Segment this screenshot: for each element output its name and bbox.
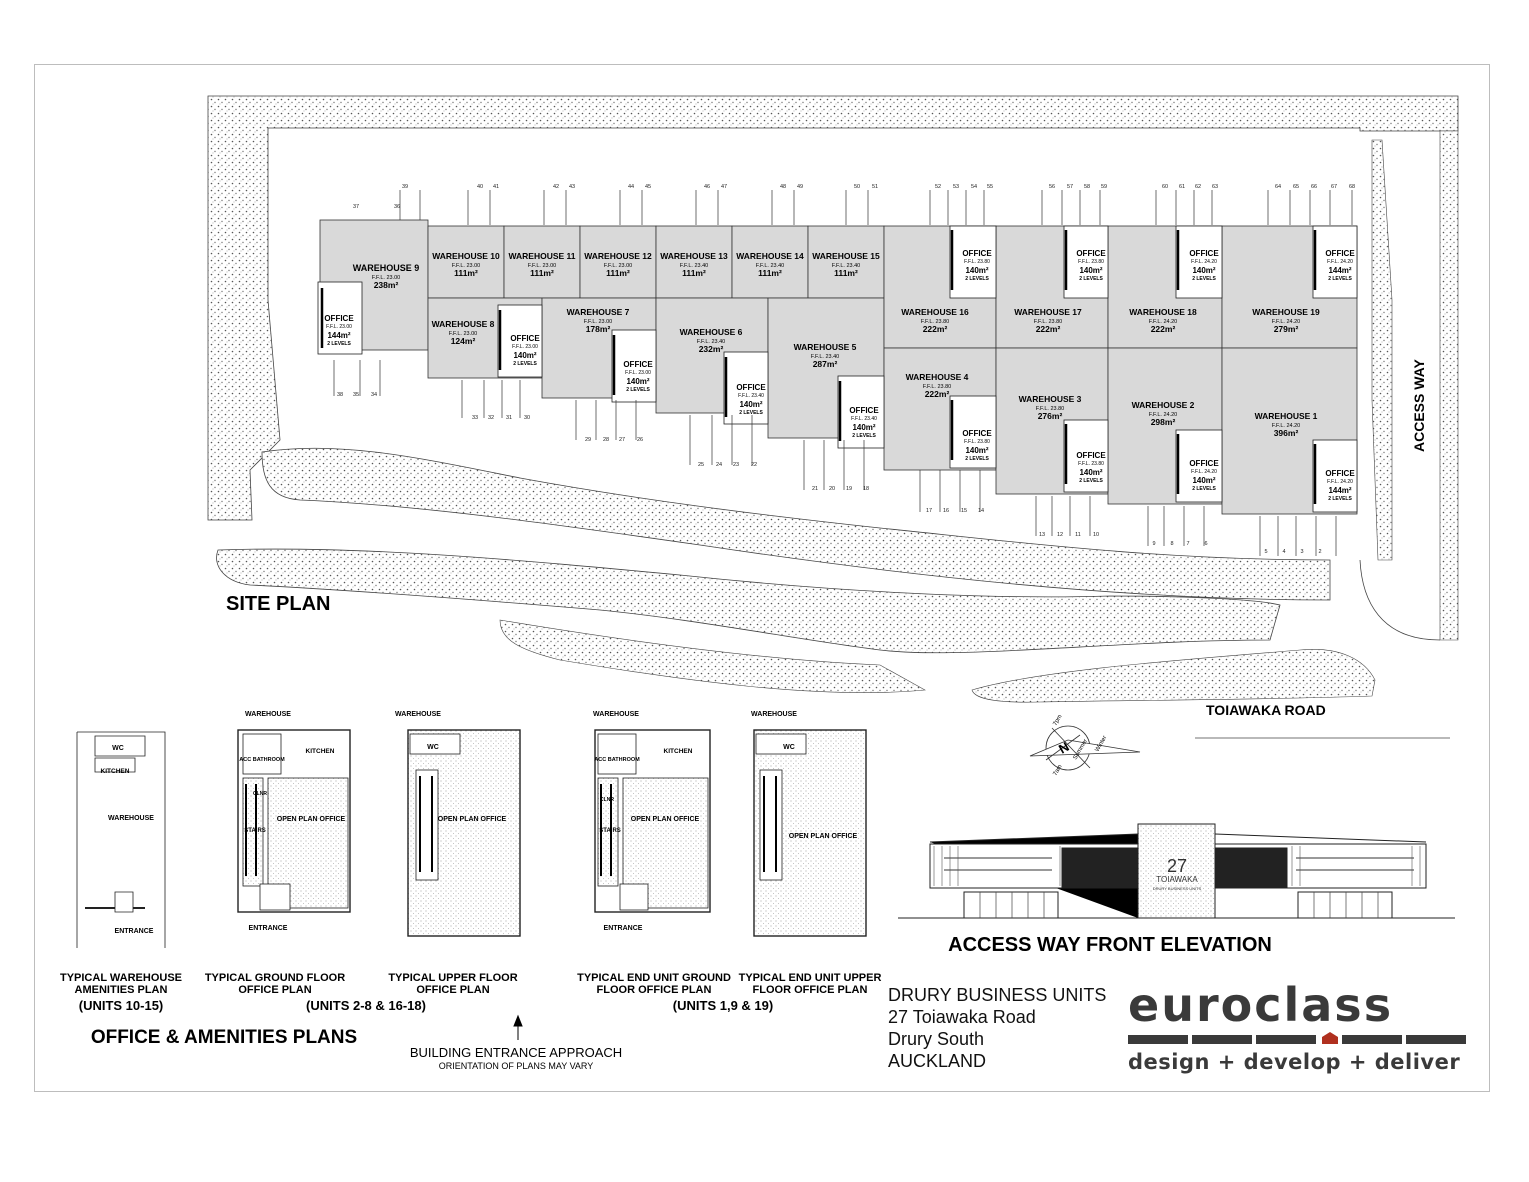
site-plan-title: SITE PLAN [226,593,331,615]
parking-number: 46 [703,184,711,190]
office-area: 140m² [1079,266,1103,275]
elevation-title: ACCESS WAY FRONT ELEVATION [948,934,1272,956]
caption-line: TYPICAL END UNIT GROUND [577,972,731,984]
parking-number: 43 [568,184,576,190]
warehouse-area: 396m² [1273,428,1299,438]
parking-number: 67 [1330,184,1338,190]
warehouse-area: 287m² [812,359,838,369]
office-name: OFFICE [962,429,992,438]
room-open-plan: OPEN PLAN OFFICE [630,816,700,823]
caption-line: FLOOR OFFICE PLAN [596,984,712,996]
office-fpl: F.F.L. 23.00 [326,324,352,330]
warehouse-name: WAREHOUSE 3 [1018,394,1082,404]
warehouse-area: 111m² [834,268,858,278]
office-levels: 2 LEVELS [513,361,537,367]
warehouse-fpl: F.F.L. 23.80 [922,384,952,390]
parking-number: 41 [492,184,500,190]
logo-bar [1128,1032,1468,1044]
office-levels: 2 LEVELS [852,433,876,439]
parking-number: 18 [862,486,870,492]
amenities-plans [77,730,866,948]
parking-number: 31 [505,415,513,421]
parking-number: 2 [1318,549,1322,555]
parking-number: 52 [934,184,942,190]
logo-wordmark: euroclass [1128,978,1394,1032]
parking-number: 17 [925,508,933,514]
office-name: OFFICE [736,383,766,392]
office-levels: 2 LEVELS [1328,496,1352,502]
warehouse-fpl: F.F.L. 23.80 [920,319,950,325]
office-fpl: F.F.L. 24.20 [1191,469,1217,475]
warehouse-fpl: F.F.L. 23.00 [527,263,557,269]
office-levels: 2 LEVELS [1328,276,1352,282]
room-stairs: STAIRS [599,828,621,834]
room-kitchen: KITCHEN [100,768,130,775]
room-clnr: CLNR [600,797,614,803]
office-name: OFFICE [1189,459,1219,468]
parking-number: 27 [618,437,626,443]
north-label: N [1056,738,1072,757]
parking-number: 39 [401,184,409,190]
parking-number: 50 [853,184,861,190]
parking-number: 10 [1092,532,1100,538]
warehouse-fpl: F.F.L. 23.40 [755,263,785,269]
parking-number: 32 [487,415,495,421]
warehouse-name: WAREHOUSE 16 [901,307,969,317]
parking-number: 66 [1310,184,1318,190]
room-entrance: ENTRANCE [114,928,154,935]
office-name: OFFICE [849,406,879,415]
parking-number: 55 [986,184,994,190]
sign-number: 27 [1166,856,1188,876]
office-levels: 2 LEVELS [1079,478,1103,484]
warehouse-fpl: F.F.L. 23.40 [679,263,709,269]
sun-mark-7pm: 7pm [1052,713,1064,727]
warehouse-name: WAREHOUSE 13 [660,251,728,261]
parking-number: 3 [1300,549,1304,555]
warehouse-name: WAREHOUSE 9 [352,263,420,273]
warehouse-fpl: F.F.L. 23.00 [448,331,478,337]
office-name: OFFICE [1189,249,1219,258]
parking-number: 4 [1282,549,1286,555]
warehouse-area: 111m² [682,268,706,278]
warehouse-name: WAREHOUSE 19 [1252,307,1320,317]
warehouse-fpl: F.F.L. 23.00 [371,275,401,281]
parking-number: 60 [1161,184,1169,190]
parking-number: 57 [1066,184,1074,190]
caption-line: TYPICAL UPPER FLOOR [388,972,518,984]
parking-number: 23 [732,462,740,468]
office-fpl: F.F.L. 23.80 [964,259,990,265]
title-line-city: AUCKLAND [888,1051,987,1071]
warehouse-fpl: F.F.L. 24.20 [1271,319,1301,325]
title-line-project: DRURY BUSINESS UNITS [888,985,1107,1005]
office-name: OFFICE [1076,451,1106,460]
room-entrance: ENTRANCE [603,925,643,932]
sign-sub: DRURY BUSINESS UNITS [1152,886,1202,891]
parking-number: 14 [977,508,985,514]
parking-number: 5 [1264,549,1268,555]
office-fpl: F.F.L. 23.80 [1078,461,1104,467]
parking-number: 63 [1211,184,1219,190]
road-label: TOIAWAKA ROAD [1206,702,1326,718]
room-kitchen: KITCHEN [663,748,693,755]
warehouse-name: WAREHOUSE 18 [1129,307,1197,317]
caption-line: TYPICAL END UNIT UPPER [738,972,882,984]
parking-number: 68 [1348,184,1356,190]
office-levels: 2 LEVELS [965,276,989,282]
parking-number: 47 [720,184,728,190]
office-name: OFFICE [1325,469,1355,478]
office-fpl: F.F.L. 23.80 [1078,259,1104,265]
warehouse-fpl: F.F.L. 23.40 [810,354,840,360]
office-fpl: F.F.L. 23.00 [625,370,651,376]
title-line-suburb: Drury South [888,1029,985,1049]
caption-units: (UNITS 1,9 & 19) [672,998,774,1013]
office-levels: 2 LEVELS [1192,486,1216,492]
warehouse-fpl: F.F.L. 23.00 [583,319,613,325]
parking-number: 42 [552,184,560,190]
parking-number: 38 [336,392,344,398]
warehouse-fpl: F.F.L. 24.20 [1148,412,1178,418]
room-acc-bathroom: ACC BATHROOM [239,757,285,763]
caption-line: OFFICE PLAN [416,984,490,996]
office-area: 140m² [1079,468,1103,477]
parking-number: 8 [1170,541,1174,547]
parking-number: 12 [1056,532,1064,538]
office-area: 144m² [327,331,351,340]
warehouse-name: WAREHOUSE 15 [812,251,880,261]
caption-units: (UNITS 2-8 & 16-18) [306,998,426,1013]
office-levels: 2 LEVELS [327,341,351,347]
office-area: 140m² [739,400,763,409]
warehouse-fpl: F.F.L. 23.40 [696,339,726,345]
parking-number: 22 [750,462,758,468]
parking-number: 11 [1075,532,1081,538]
caption-units: (UNITS 10-15) [78,998,164,1013]
logo-tagline: design + develop + deliver [1128,1050,1461,1074]
caption-line: AMENITIES PLAN [74,984,168,996]
office-fpl: F.F.L. 24.20 [1191,259,1217,265]
office-fpl: F.F.L. 24.20 [1327,259,1353,265]
warehouse-name: WAREHOUSE 11 [508,251,576,261]
office-name: OFFICE [510,334,540,343]
warehouse-area: 238m² [373,280,399,290]
parking-number: 29 [584,437,592,443]
warehouse-name: WAREHOUSE 7 [566,307,630,317]
parking-number: 58 [1083,184,1091,190]
logo-bar-graphic [1128,1032,1468,1046]
parking-number: 16 [942,508,950,514]
office-fpl: F.F.L. 23.80 [964,439,990,445]
parking-number: 19 [845,486,853,492]
warehouse-area: 178m² [585,324,611,334]
warehouse-fpl: F.F.L. 23.80 [1033,319,1063,325]
warehouse-area: 111m² [530,268,554,278]
parking-number: 33 [471,415,479,421]
parking-number: 45 [644,184,652,190]
room-kitchen: KITCHEN [305,748,335,755]
warehouse-fpl: F.F.L. 24.20 [1148,319,1178,325]
warehouse-name: WAREHOUSE 5 [793,342,857,352]
warehouse-fpl: F.F.L. 24.20 [1271,423,1301,429]
parking-number: 54 [970,184,978,190]
parking-number: 21 [811,486,819,492]
approach-note: ORIENTATION OF PLANS MAY VARY [438,1061,594,1071]
warehouse-name: WAREHOUSE 12 [584,251,652,261]
parking-number: 51 [871,184,879,190]
plans-heading: OFFICE & AMENITIES PLANS [90,1027,358,1048]
office-area: 140m² [965,446,989,455]
office-levels: 2 LEVELS [626,387,650,393]
office-name: OFFICE [324,314,354,323]
parking-number: 9 [1152,541,1156,547]
warehouse-area: 222m² [922,324,948,334]
office-area: 140m² [626,377,650,386]
room-stairs: STAIRS [244,828,266,834]
parking-number: 20 [828,486,836,492]
warehouse-name: WAREHOUSE 10 [432,251,500,261]
parking-number: 56 [1048,184,1056,190]
sun-mark-winter: Winter [1094,734,1109,753]
warehouse-area: 222m² [924,389,950,399]
parking-number: 53 [952,184,960,190]
warehouse-name: WAREHOUSE 6 [679,327,743,337]
office-fpl: F.F.L. 23.00 [512,344,538,350]
parking-number: 61 [1178,184,1186,190]
parking-number: 26 [636,437,644,443]
warehouse-area: 111m² [454,268,478,278]
parking-number: 30 [523,415,531,421]
office-fpl: F.F.L. 23.40 [738,393,764,399]
warehouse-name: WAREHOUSE 1 [1254,411,1318,421]
office-area: 140m² [513,351,537,360]
parking-number: 62 [1194,184,1202,190]
office-levels: 2 LEVELS [1079,276,1103,282]
office-name: OFFICE [1325,249,1355,258]
office-area: 140m² [852,423,876,432]
office-name: OFFICE [962,249,992,258]
parking-number: 15 [960,508,968,514]
parking-number: 65 [1292,184,1300,190]
warehouse-area: 279m² [1273,324,1299,334]
warehouse-area: 111m² [758,268,782,278]
parking-number: 37 [352,204,360,210]
parking-number: 36 [393,204,401,210]
warehouse-name: WAREHOUSE 2 [1131,400,1195,410]
sun-mark-7am: 7am [1052,763,1064,777]
warehouse-area: 222m² [1035,324,1061,334]
euroclass-logo [1128,978,1468,1074]
room-warehouse: WAREHOUSE [108,815,154,822]
warehouse-area: 111m² [606,268,630,278]
office-area: 140m² [1192,476,1216,485]
room-open-plan: OPEN PLAN OFFICE [276,816,346,823]
warehouse-name: WAREHOUSE 14 [736,251,804,261]
parking-number: 7 [1186,541,1190,547]
parking-number: 34 [370,392,378,398]
parking-number: 48 [779,184,787,190]
parking-number: 25 [697,462,705,468]
office-levels: 2 LEVELS [965,456,989,462]
caption-line: TYPICAL GROUND FLOOR [204,972,346,984]
warehouse-area: 124m² [450,336,476,346]
warehouse-area: 276m² [1037,411,1063,421]
parking-number: 13 [1038,532,1046,538]
room-wc: WC [427,744,439,751]
parking-number: 64 [1274,184,1282,190]
room-warehouse: WAREHOUSE [593,711,639,718]
office-area: 144m² [1328,266,1352,275]
warehouse-name: WAREHOUSE 8 [431,319,495,329]
sun-mark-summer: Summer [1072,738,1090,761]
office-levels: 2 LEVELS [1192,276,1216,282]
office-area: 140m² [1192,266,1216,275]
warehouse-fpl: F.F.L. 23.00 [451,263,481,269]
warehouse-fpl: F.F.L. 23.80 [1035,406,1065,412]
warehouse-area: 298m² [1150,417,1176,427]
room-clnr: CLNR [253,791,267,797]
parking-number: 49 [796,184,804,190]
parking-number: 28 [602,437,610,443]
warehouse-name: WAREHOUSE 17 [1014,307,1082,317]
office-area: 144m² [1328,486,1352,495]
office-name: OFFICE [1076,249,1106,258]
warehouse-area: 232m² [698,344,724,354]
warehouse-fpl: F.F.L. 23.00 [603,263,633,269]
caption-line: FLOOR OFFICE PLAN [752,984,868,996]
caption-line: TYPICAL WAREHOUSE [59,972,183,984]
parking-number: 40 [476,184,484,190]
office-fpl: F.F.L. 23.40 [851,416,877,422]
warehouse-fpl: F.F.L. 23.40 [831,263,861,269]
access-way-label: ACCESS WAY [1411,359,1427,452]
approach-arrow [514,1016,522,1040]
room-warehouse: WAREHOUSE [395,711,441,718]
caption-line: OFFICE PLAN [238,984,312,996]
warehouse-name: WAREHOUSE 4 [905,372,969,382]
room-acc-bathroom: ACC BATHROOM [594,757,640,763]
room-entrance: ENTRANCE [248,925,288,932]
room-warehouse: WAREHOUSE [245,711,291,718]
room-wc: WC [112,745,124,752]
room-warehouse: WAREHOUSE [751,711,797,718]
approach-label: BUILDING ENTRANCE APPROACH [409,1045,623,1060]
office-fpl: F.F.L. 24.20 [1327,479,1353,485]
parking-number: 6 [1204,541,1208,547]
room-open-plan: OPEN PLAN OFFICE [437,816,507,823]
room-open-plan: OPEN PLAN OFFICE [788,833,858,840]
parking-number: 35 [352,392,360,398]
parking-number: 24 [715,462,723,468]
title-line-address: 27 Toiawaka Road [888,1007,1036,1027]
parking-number: 44 [627,184,635,190]
sign-text: TOIAWAKA [1156,875,1198,884]
office-name: OFFICE [623,360,653,369]
warehouse-area: 222m² [1150,324,1176,334]
room-wc: WC [783,744,795,751]
office-levels: 2 LEVELS [739,410,763,416]
office-area: 140m² [965,266,989,275]
parking-number: 59 [1100,184,1108,190]
